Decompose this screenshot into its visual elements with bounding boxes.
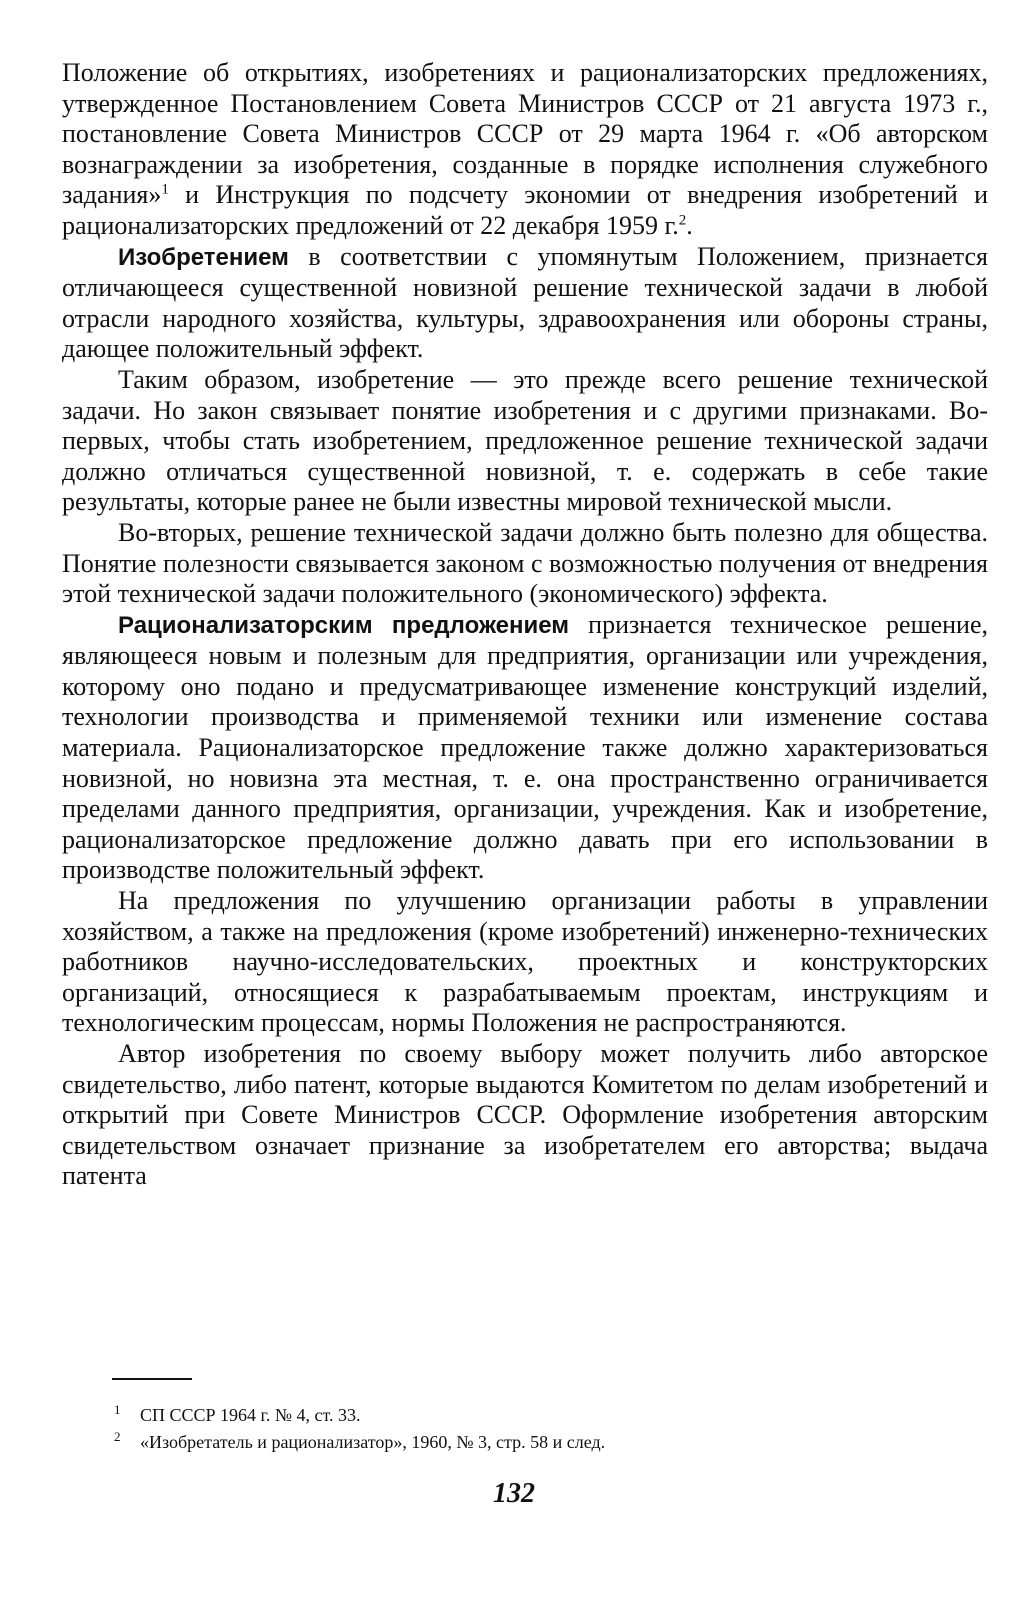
paragraph-text: в соответствии с упомянутым Положением, признается отличающееся существенной новизной решение технической задачи в любой отрасли народного хозяйства, культуры, здравоохранения или обороны страны, дающее положительный эффект. bbox=[62, 241, 988, 364]
paragraph-text: . bbox=[686, 210, 693, 240]
footnote-text: СП СССР 1964 г. № 4, ст. 33. bbox=[140, 1405, 361, 1425]
paragraph-1 bbox=[62, 58, 988, 242]
paragraph-3 bbox=[62, 365, 988, 518]
footnote-text: «Изобретатель и рационализатор», 1960, № 3, стр. 58 и след. bbox=[140, 1432, 606, 1452]
footnote-ref-2: 2 bbox=[678, 212, 687, 229]
paragraph-2 bbox=[62, 242, 988, 365]
paragraph-text: Автор изобретения по своему выбору может получить либо авторское свидетельство, либо патент, которые выдаются Комитетом по делам изобретений и открытий при Совете Министров СССР. Оформление изобретения авторским свидетельством означает признание за изобретателем его авторства; выдача патента bbox=[62, 1039, 988, 1191]
footnote-ref-1: 1 bbox=[161, 181, 169, 198]
paragraph-text: Таким образом, изобретение — это прежде всего решение технической задачи. Но закон связывает понятие изобретения и с другими признаками. Во-первых, чтобы стать изобретением, предложенное решение технической задачи должно отличаться существенной новизной, т. е. содержать в себе такие результаты, которые ранее не были известны мировой технической мысли. bbox=[62, 364, 988, 517]
footnote-divider bbox=[112, 1378, 192, 1380]
footnotes bbox=[114, 1402, 974, 1456]
paragraph-text: и Инструкция по подсчету экономии от внедрения изобретений и рационализаторских предложений от 22 декабря 1959 г. bbox=[62, 180, 988, 240]
paragraph-5 bbox=[62, 610, 988, 886]
paragraph-text: признается техническое решение, являющееся новым и полезным для предприятия, организации или учреждения, которому оно подано и предусматривающее изменение конструкций изделий, технологии производства и применяемой техники или изменение состава материала. Рационализаторское предложение также должно характеризоваться новизной, но новизна эта местная, т. е. она пространственно ограничивается пределами данного предприятия, организации, учреждения. Как и изобретение, рационализаторское предложение должно давать при его использовании в производстве положительный эффект. bbox=[62, 609, 988, 885]
footnote-2: 2 «Изобретатель и рационализатор», 1960, № 3, стр. 58 и след. bbox=[114, 1429, 606, 1452]
paragraph-4 bbox=[62, 518, 988, 610]
paragraph-6 bbox=[62, 886, 988, 1039]
paragraph-text: На предложения по улучшению организации работы в управлении хозяйством, а также на предложения (кроме изобретений) инженерно-технических работников научно-исследовательских, проектных и конструкторских организаций, относящиеся к разрабатываемым проектам, инструкциям и технологическим процессам, нормы Положения не распространяются. bbox=[62, 886, 988, 1038]
term-invention: Изобретением bbox=[118, 243, 289, 271]
paragraph-7 bbox=[62, 1039, 988, 1192]
term-rationalization-proposal: Рационализаторским предложением bbox=[118, 611, 570, 639]
body-text bbox=[62, 58, 988, 1192]
paragraph-text: Во-вторых, решение технической задачи должно быть полезно для общества. Понятие полезности связывается законом с возможностью получения от внедрения этой технической задачи положительного (экономического) эффекта. bbox=[62, 517, 988, 609]
footnote-1: 1 СП СССР 1964 г. № 4, ст. 33. bbox=[114, 1402, 361, 1425]
page-number: 132 bbox=[493, 1478, 535, 1509]
paragraph-text: Положение об открытиях, изобретениях и рационализаторских предложениях, утвержденное Постановлением Совета Министров СССР от 21 августа 1973 г., постановление Совета Министров СССР от 29 марта 1964 г. «Об авторском вознаграждении за изобретения, созданные в порядке исполнения служебного задания» bbox=[62, 58, 988, 210]
